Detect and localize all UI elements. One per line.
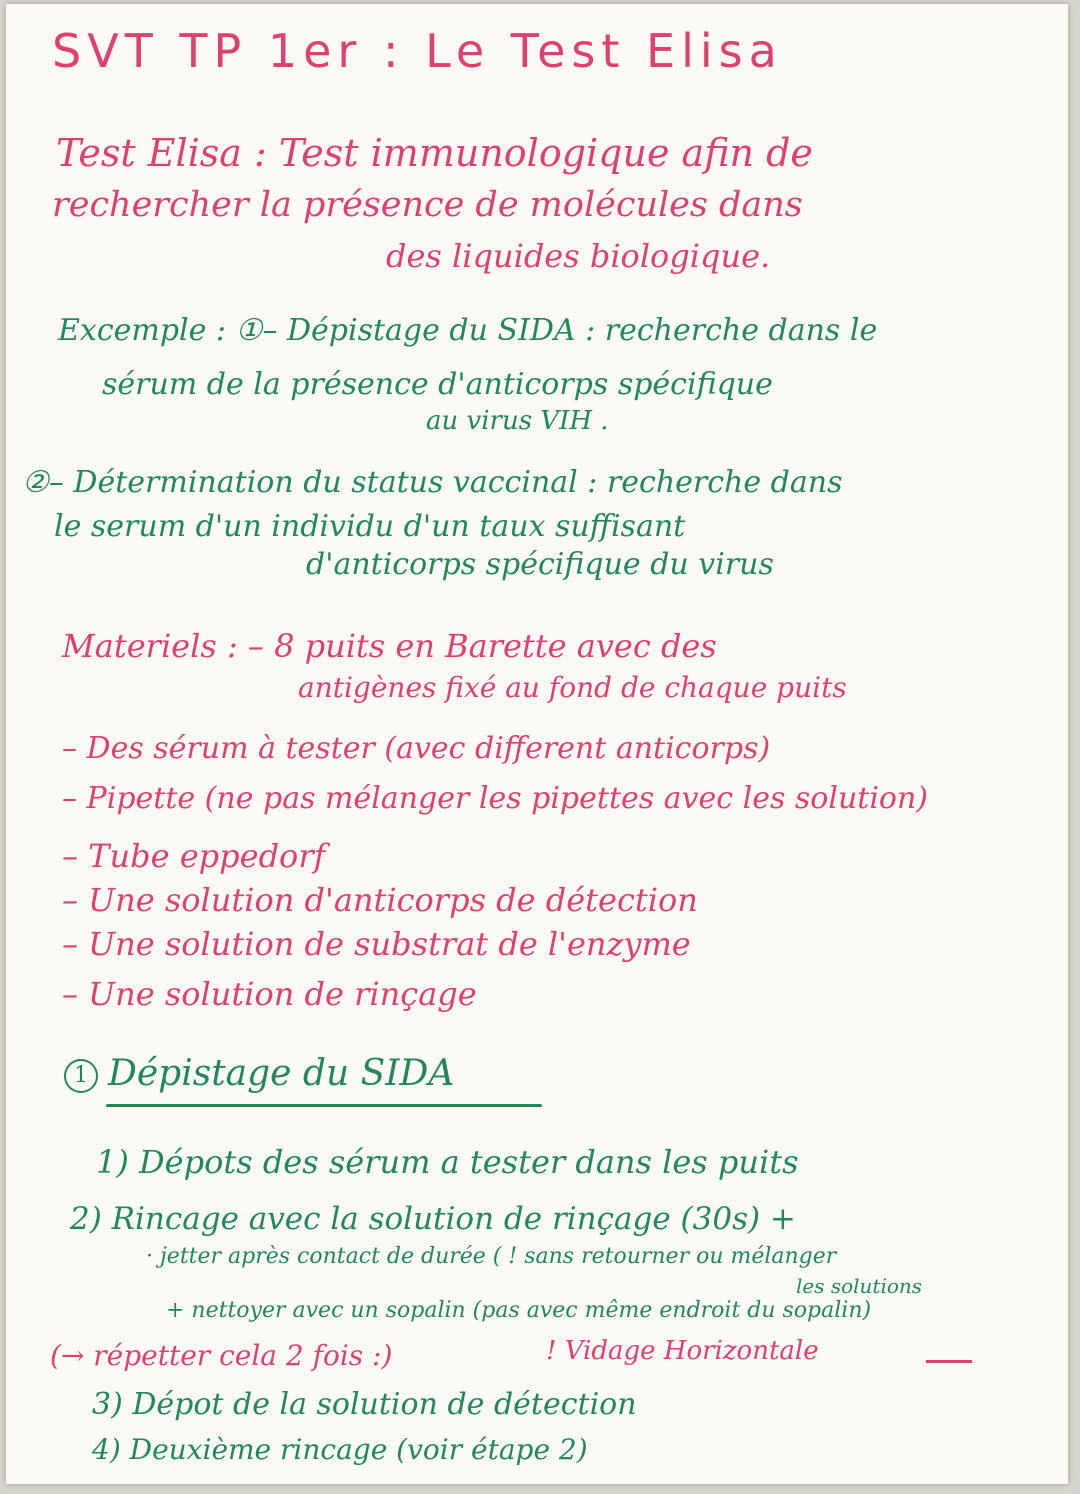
- section-1-title: Dépistage du SIDA: [108, 1053, 455, 1094]
- material-item: – Une solution de rinçage: [62, 975, 477, 1013]
- materiels-line-2: antigènes fixé au fond de chaque puits: [298, 671, 847, 704]
- step-3: 3) Dépot de la solution de détection: [92, 1387, 637, 1422]
- notebook-page: [6, 4, 1068, 1484]
- example-2-line-3: d'anticorps spécifique du virus: [306, 547, 774, 582]
- page-title: SVT TP 1er : Le Test Elisa: [52, 24, 783, 78]
- example-2-line-1: ②– Détermination du status vaccinal : recherche dans: [22, 465, 843, 500]
- example-1-line-1: Excemple : ①– Dépistage du SIDA : recherche dans le: [58, 313, 878, 348]
- section-1-underline: [106, 1104, 542, 1107]
- material-item: – Une solution d'anticorps de détection: [62, 881, 698, 919]
- materiels-line-1: Materiels : – 8 puits en Barette avec des: [62, 627, 717, 665]
- material-item: – Pipette (ne pas mélanger les pipettes avec les solution): [62, 781, 929, 816]
- material-item: – Tube eppedorf: [62, 837, 326, 875]
- material-item: – Une solution de substrat de l'enzyme: [62, 925, 691, 963]
- repeat-note: (→ répetter cela 2 fois :): [50, 1339, 393, 1372]
- example-2-line-2: le serum d'un individu d'un taux suffisant: [54, 509, 686, 544]
- vidage-note: ! Vidage Horizontale: [546, 1336, 819, 1366]
- section-number-badge: 1: [64, 1059, 98, 1093]
- example-1-line-2: sérum de la présence d'anticorps spécifique: [102, 367, 773, 402]
- step-2-detail: · jetter après contact de durée ( ! sans retourner ou mélanger: [146, 1244, 837, 1269]
- step-1: 1) Dépots des sérum a tester dans les puits: [96, 1143, 799, 1181]
- material-item: – Des sérum à tester (avec different anticorps): [62, 731, 771, 766]
- definition-line-3: des liquides biologique.: [386, 237, 771, 275]
- step-2-detail: les solutions: [796, 1274, 923, 1298]
- vidage-dash: [926, 1360, 972, 1363]
- step-2-detail: + nettoyer avec un sopalin (pas avec même endroit du sopalin): [166, 1298, 872, 1323]
- section-1-heading: [64, 1053, 455, 1094]
- step-2: 2) Rincage avec la solution de rinçage (30s) +: [70, 1201, 796, 1237]
- definition-line-2: rechercher la présence de molécules dans: [52, 185, 803, 225]
- step-4: 4) Deuxième rincage (voir étape 2): [92, 1433, 588, 1466]
- example-1-line-3: au virus VIH .: [426, 406, 609, 436]
- definition-line-1: Test Elisa : Test immunologique afin de: [56, 131, 813, 175]
